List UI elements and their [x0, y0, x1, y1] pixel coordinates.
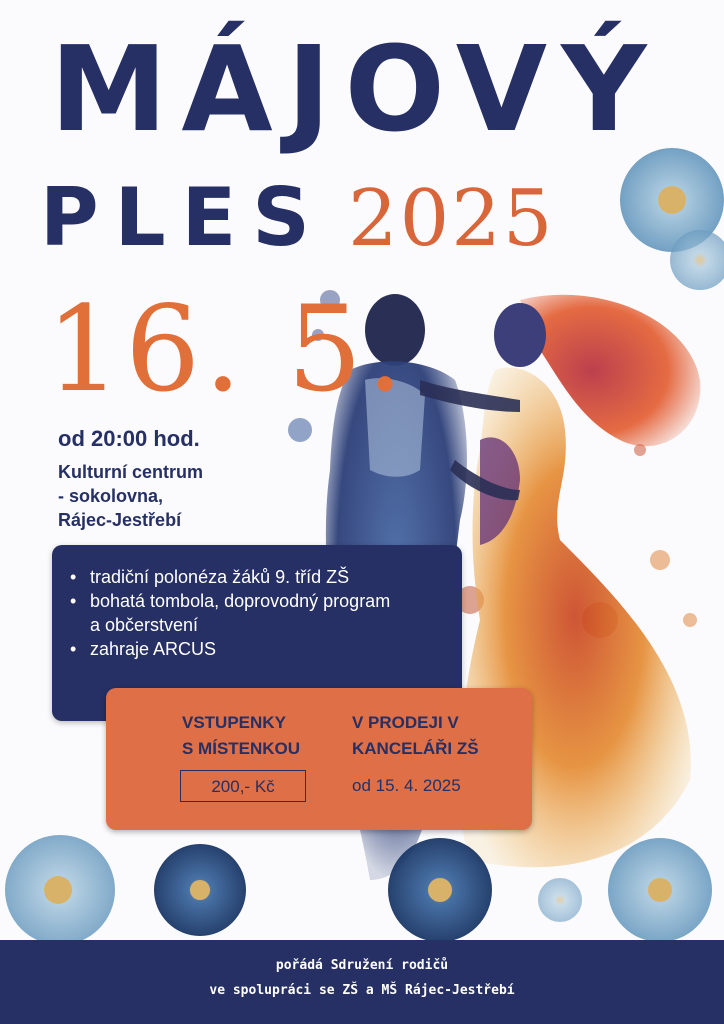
sale-info	[352, 710, 479, 762]
program-item: • zahraje ARCUS	[90, 637, 462, 661]
footer-cooperation: ve spolupráci se ZŠ a MŠ Rájec-Jestřebí	[209, 983, 515, 998]
program-item: • tradiční polonéza žáků 9. tříd ZŠ	[90, 565, 462, 589]
program-item-continuation: a občerstvení	[90, 615, 199, 635]
tickets-label	[182, 710, 300, 762]
footer-organizer: pořádá Sdružení rodičů	[275, 958, 449, 973]
tickets-label-line: S MÍSTENKOU	[182, 739, 301, 758]
tickets-box	[106, 688, 532, 830]
tickets-label-line: VSTUPENKY	[182, 713, 286, 732]
venue-line: Rájec-Jestřebí	[58, 510, 182, 530]
program-list	[52, 545, 462, 661]
event-date: 16. 5.	[46, 280, 408, 418]
sale-info-line: V PRODEJI V	[352, 713, 459, 732]
venue-line: Kulturní centrum	[58, 462, 204, 482]
title-line2: PLES	[40, 171, 326, 264]
ticket-price: 200,- Kč	[180, 770, 306, 802]
event-year: 2025	[348, 174, 555, 264]
footer	[0, 940, 724, 1024]
event-venue	[58, 460, 203, 532]
event-time: od 20:00 hod.	[58, 426, 200, 451]
title-line1: MÁJOVÝ	[50, 20, 661, 158]
blue-flower-icon	[620, 148, 724, 290]
program-item: • bohatá tombola, doprovodný program	[90, 589, 462, 613]
sale-info-line: KANCELÁŘI ZŠ	[352, 739, 479, 758]
venue-line: - sokolovna,	[58, 486, 164, 506]
sale-start-date: od 15. 4. 2025	[352, 776, 461, 795]
